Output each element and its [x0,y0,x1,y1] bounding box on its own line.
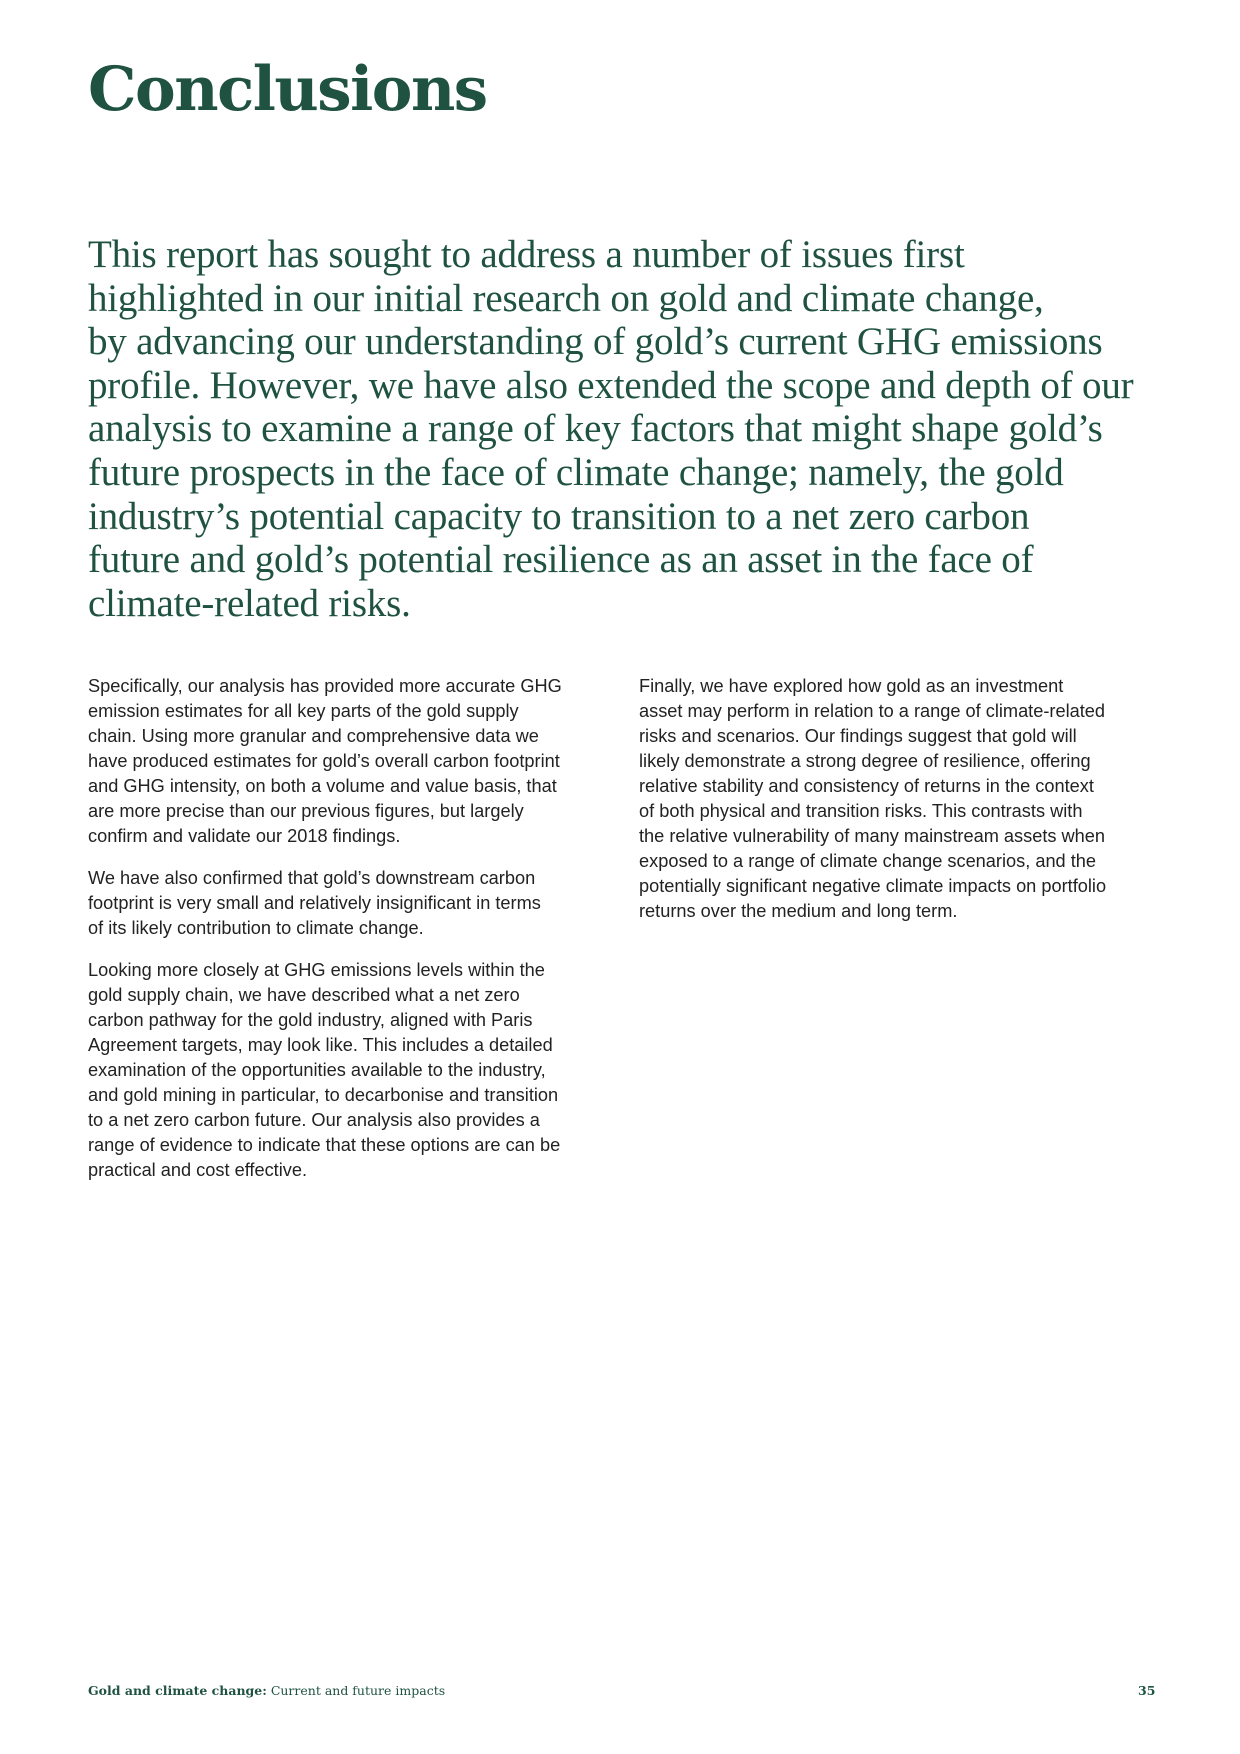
text-line: asset may perform in relation to a range of climate-related [639,701,1106,721]
body-paragraph [88,866,628,941]
lead-line: future and gold’s potential resilience as an asset in the face of [88,538,1034,582]
lead-line: industry’s potential capacity to transition to a net zero carbon [88,494,1030,538]
text-line: gold supply chain, we have described what a net zero [88,985,520,1005]
text-line: exposed to a range of climate change scenarios, and the [639,851,1097,871]
text-line: and gold mining in particular, to decarbonise and transition [88,1085,559,1105]
right-column [639,674,1179,941]
body-paragraph [88,674,628,849]
text-line: confirm and validate our 2018 findings. [88,826,401,846]
lead-line: by advancing our understanding of gold’s current GHG emissions [88,320,1103,364]
text-line: Looking more closely at GHG emissions levels within the [88,960,545,980]
text-line: range of evidence to indicate that these options are can be [88,1135,561,1155]
footer-report-subtitle: Current and future impacts [266,1683,446,1698]
text-line: potentially significant negative climate impacts on portfolio [639,876,1107,896]
footer-report-name: Gold and climate change: [88,1683,267,1698]
text-line: have produced estimates for gold’s overall carbon footprint [88,751,560,771]
text-line: We have also confirmed that gold’s downstream carbon [88,868,536,888]
body-paragraph [639,674,1179,924]
lead-line: profile. However, we have also extended the scope and depth of our [88,363,1134,407]
lead-line: This report has sought to address a number of issues first [88,233,965,276]
page-title: Conclusions [88,54,487,125]
text-line: of both physical and transition risks. This contrasts with [639,801,1083,821]
lead-line: future prospects in the face of climate change; namely, the gold [88,450,1064,494]
text-line: of its likely contribution to climate change. [88,918,424,938]
text-line: Specifically, our analysis has provided more accurate GHG [88,676,562,696]
lead-paragraph [88,233,1188,625]
lead-line: analysis to examine a range of key factors that might shape gold’s [88,407,1103,451]
text-line: returns over the medium and long term. [639,901,958,921]
page-number: 35 [1138,1683,1156,1698]
lead-line: highlighted in our initial research on gold and climate change, [88,276,1044,320]
text-line: Finally, we have explored how gold as an investment [639,676,1064,696]
text-line: Agreement targets, may look like. This includes a detailed [88,1035,553,1055]
text-line: the relative vulnerability of many mainstream assets when [639,826,1106,846]
body-paragraph [88,958,628,1183]
lead-line: climate-related risks. [88,581,411,625]
text-line: emission estimates for all key parts of the gold supply [88,701,519,721]
text-line: and GHG intensity, on both a volume and value basis, that [88,776,557,796]
text-line: relative stability and consistency of returns in the context [639,776,1094,796]
left-column [88,674,628,1200]
footer-report-title [88,1683,445,1698]
text-line: carbon pathway for the gold industry, aligned with Paris [88,1010,533,1030]
text-line: practical and cost effective. [88,1160,308,1180]
text-line: examination of the opportunities available to the industry, [88,1060,546,1080]
text-line: to a net zero carbon future. Our analysis also provides a [88,1110,540,1130]
text-line: footprint is very small and relatively insignificant in terms [88,893,541,913]
text-line: risks and scenarios. Our findings suggest that gold will [639,726,1077,746]
text-line: likely demonstrate a strong degree of resilience, offering [639,751,1091,771]
text-line: are more precise than our previous figures, but largely [88,801,524,821]
text-line: chain. Using more granular and comprehensive data we [88,726,539,746]
